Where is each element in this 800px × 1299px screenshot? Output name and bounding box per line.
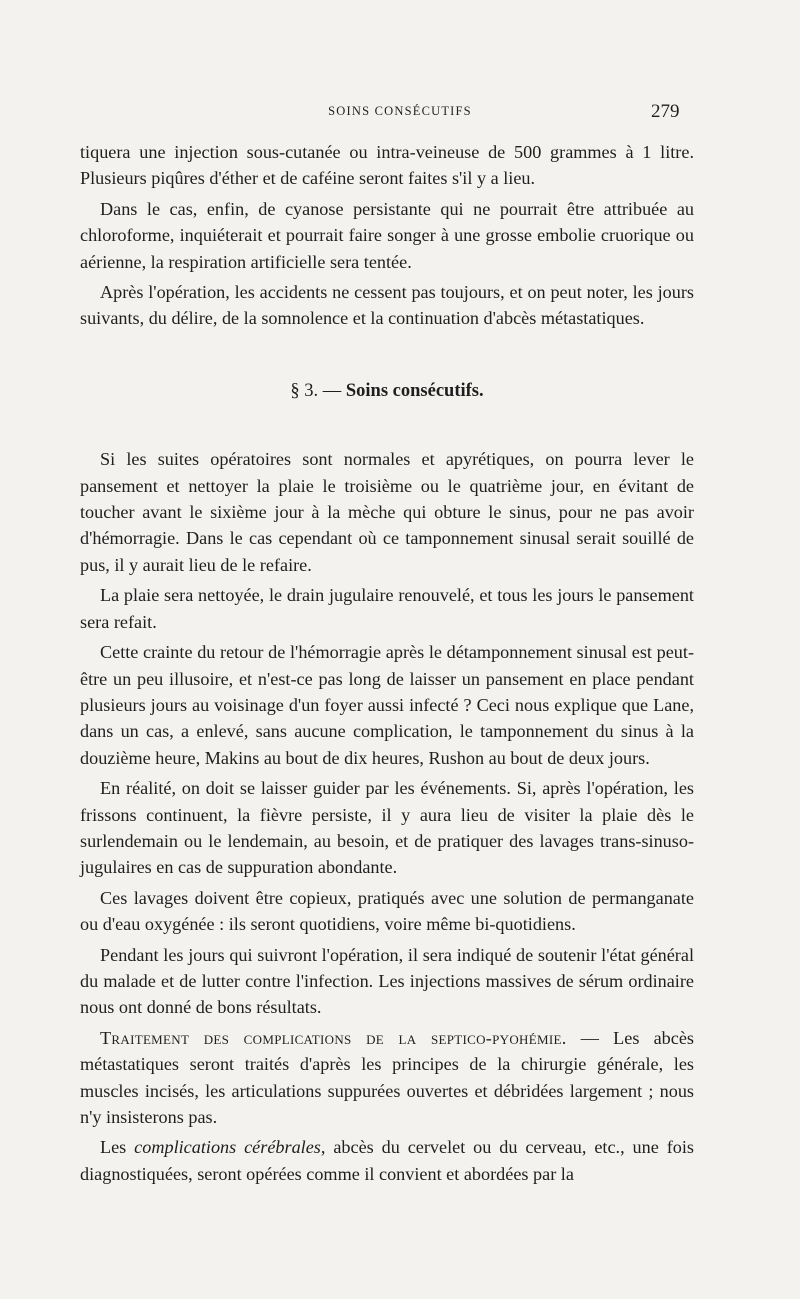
paragraph-text: , abcès du cervelet ou du cerveau, etc., une fois diagnostiquées, seront opérées comme il convient et abordées par la bbox=[80, 1137, 694, 1184]
paragraph: Si les suites opératoires sont normales et apyrétiques, on pourra lever le pansement et nettoyer la plaie le troisième ou le quatrième jour, en évitant de toucher avant le sixième jour à la mèche qui obture le sinus, pour ne pas avoir d'hémorragie. Dans le cas cependant où ce tamponnement sinusal serait souillé de pus, il y aurait lieu de le refaire. bbox=[80, 449, 694, 575]
paragraph: Pendant les jours qui suivront l'opération, il sera indiqué de soutenir l'état général du malade et de lutter contre l'infection. Les injections massives de sérum ordinaire nous ont donné de bons résultats. bbox=[80, 944, 694, 1018]
paragraph: Après l'opération, les accidents ne cessent pas toujours, et on peut noter, les jours suivants, du délire, de la somnolence et la continuation d'abcès métastatiques. bbox=[80, 282, 694, 329]
section-title: Soins consécutifs. bbox=[345, 380, 484, 401]
paragraph: En réalité, on doit se laisser guider par les événements. Si, après l'opération, les frissons continuent, la fièvre persiste, il y aura lieu de visiter la plaie dès le surlendemain ou le lendemain, au besoin, et de pratiquer des lavages trans-sinuso-jugulaires en cas de suppuration abondante. bbox=[80, 778, 694, 878]
run-in-heading: Traitement des complications de la septico-pyohémie. bbox=[100, 1027, 567, 1048]
section-heading bbox=[80, 378, 694, 404]
paragraph bbox=[80, 1134, 694, 1187]
section-number: § 3. — bbox=[290, 380, 342, 401]
emphasis: complications cérébrales bbox=[134, 1137, 321, 1158]
paragraph: Dans le cas, enfin, de cyanose persistante qui ne pourrait être attribuée au chloroforme, inquiéterait et pourrait faire songer à une grosse embolie cruorique ou aérienne, la respiration artificielle sera tentée. bbox=[80, 198, 694, 272]
body-text bbox=[80, 139, 694, 1191]
paragraph: Cette crainte du retour de l'hémorragie après le détamponnement sinusal est peut-être un peu illusoire, et n'est-ce pas long de laisser un pansement en place pendant plusieurs jours au voisinage d'un foyer aussi infecté ? Ceci nous explique que Lane, dans un cas, a enlevé, sans aucune complication, le tamponnement du sinus à la douzième heure, Makins au bout de dix heures, Rushon au bout de deux jours. bbox=[80, 642, 694, 768]
paragraph: tiquera une injection sous-cutanée ou intra-veineuse de 500 grammes à 1 litre. Plusieurs piqûres d'éther et de caféine seront faites s'il y a lieu. bbox=[80, 142, 694, 189]
paragraph: La plaie sera nettoyée, le drain jugulaire renouvelé, et tous les jours le pansement sera refait. bbox=[80, 585, 694, 632]
paragraph-text: Les bbox=[100, 1137, 135, 1158]
paragraph-text: — Les abcès métastatiques seront traités d'après les principes de la chirurgie générale, les muscles incisés, les articulations suppurées ouvertes et débridées largement ; nous n'y insisterons pas. bbox=[80, 1027, 694, 1127]
paragraph bbox=[80, 1025, 694, 1131]
page-number: 279 bbox=[651, 101, 680, 122]
paragraph: Ces lavages doivent être copieux, pratiqués avec une solution de permanganate ou d'eau oxygénée : ils seront quotidiens, voire même bi-quotidiens. bbox=[80, 887, 694, 935]
running-title: SOINS CONSÉCUTIFS bbox=[328, 104, 472, 118]
